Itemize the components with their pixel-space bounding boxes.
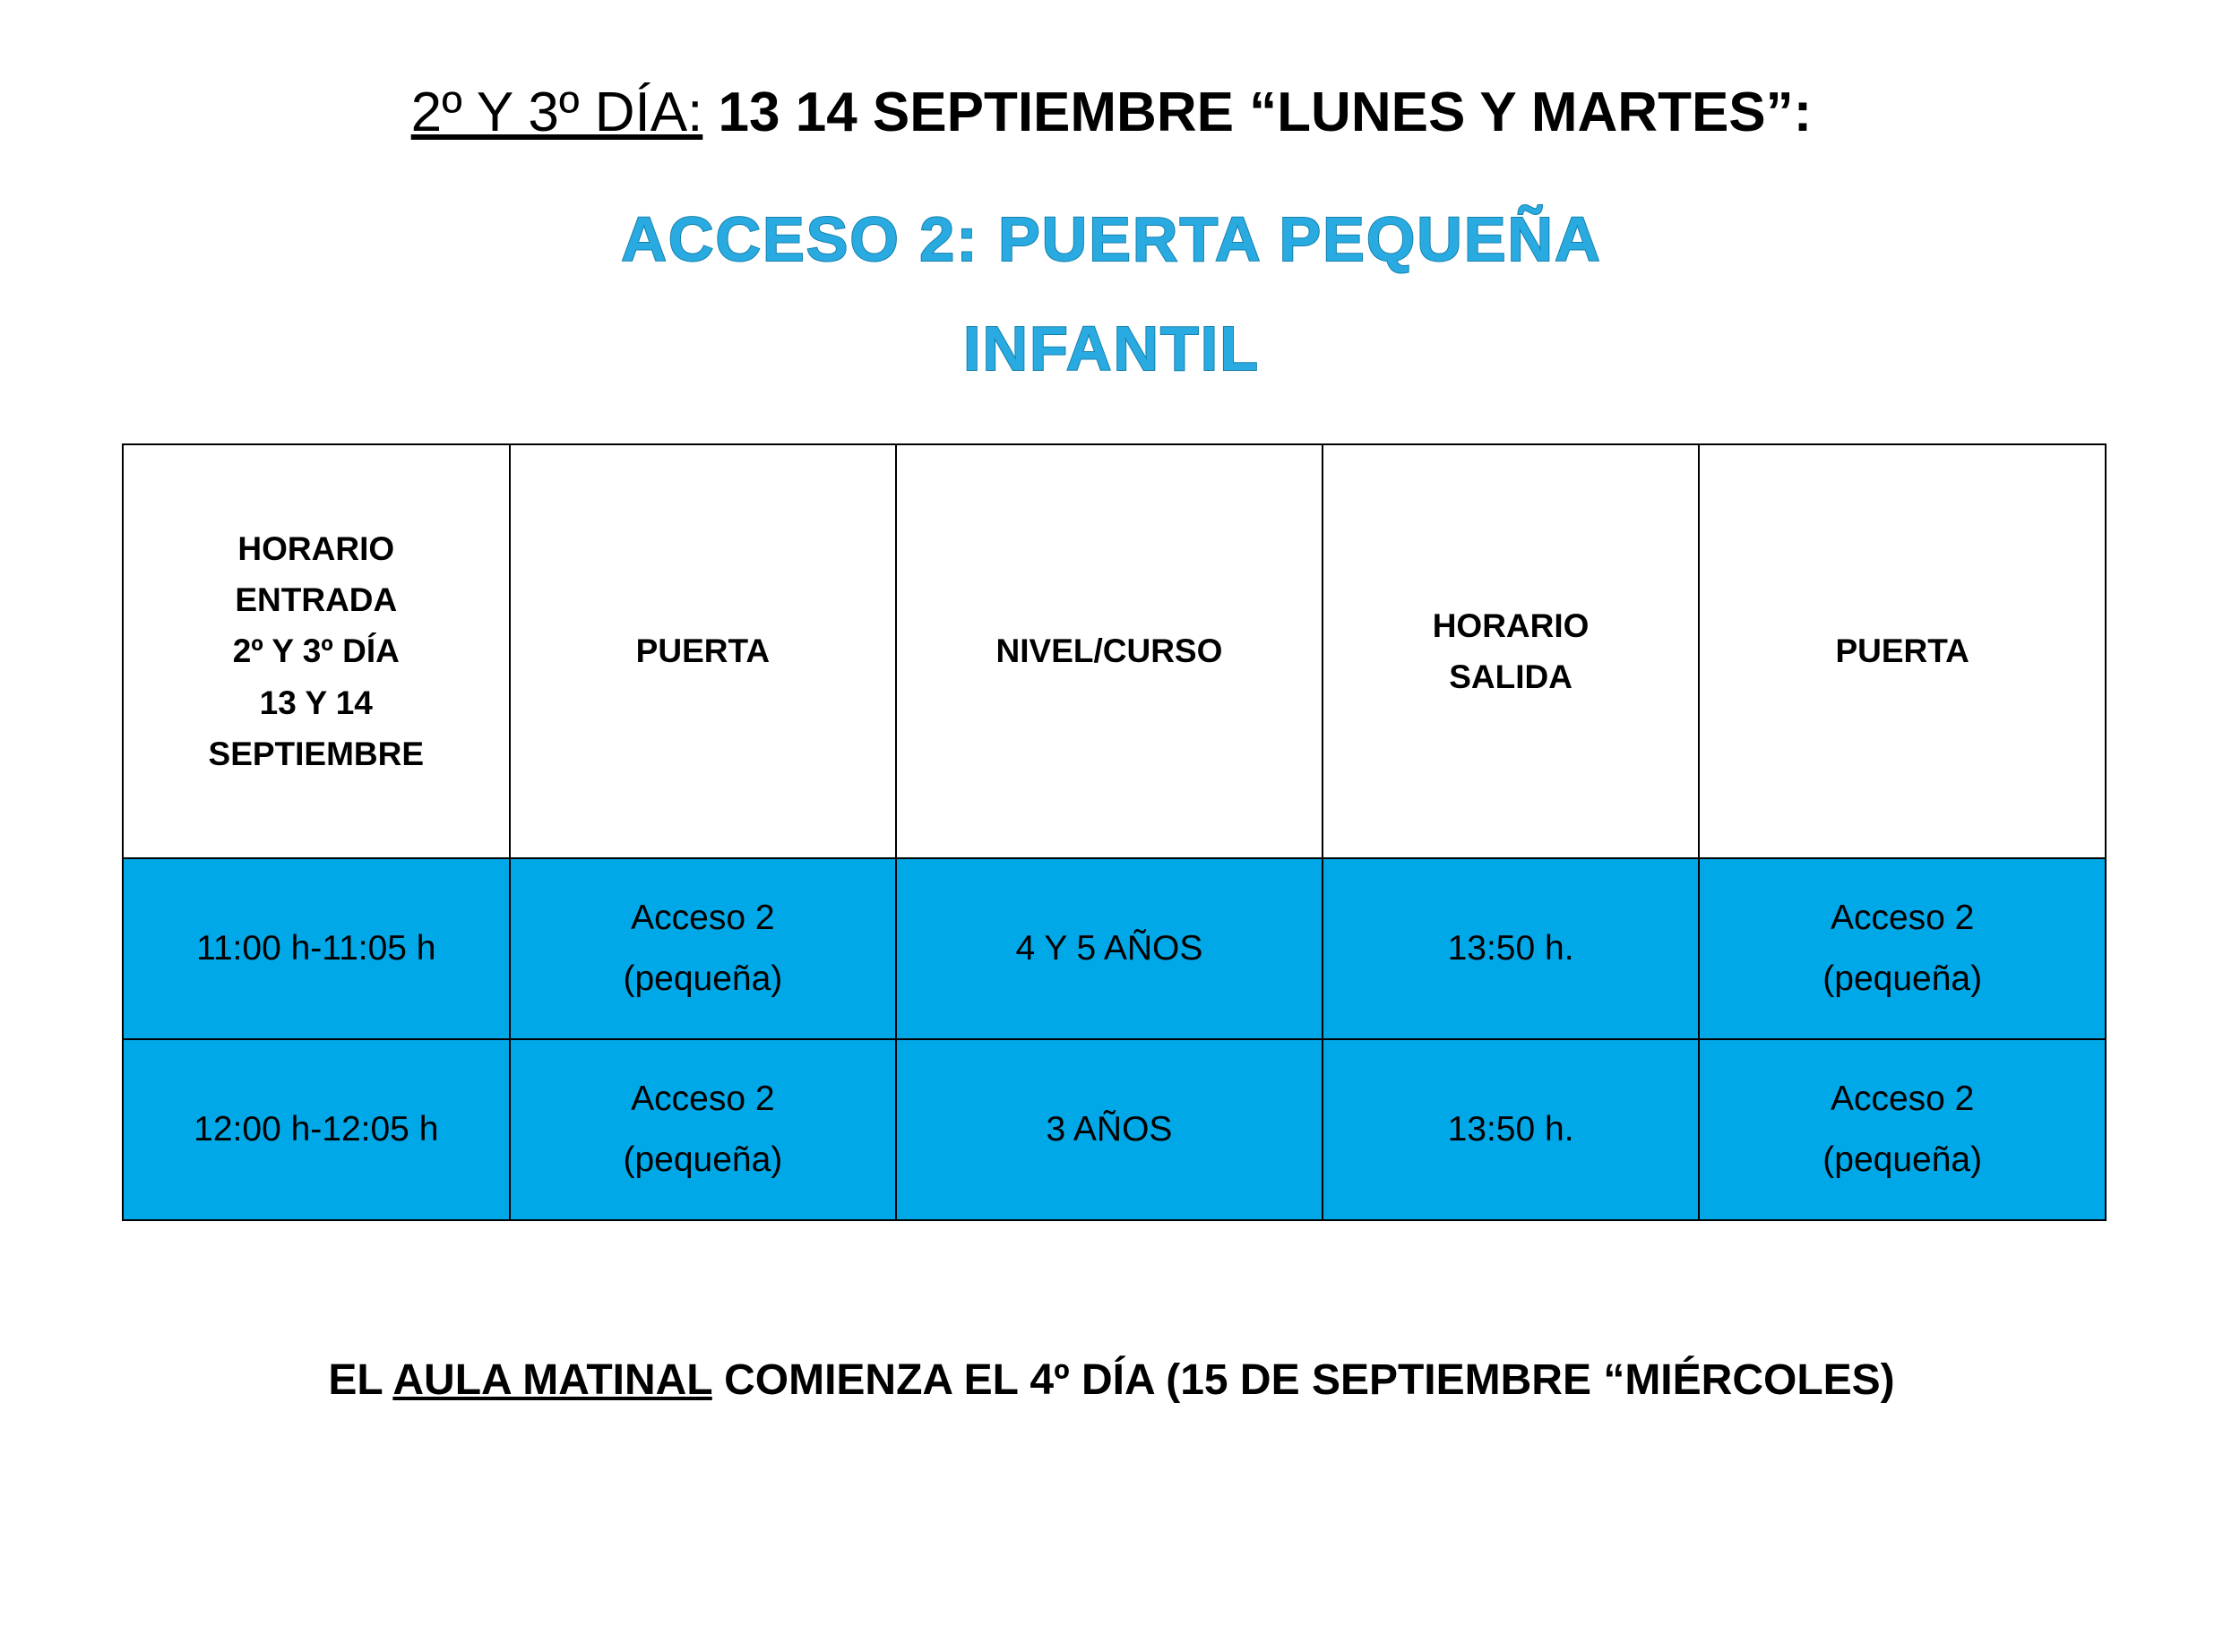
cell-nivel-curso: 4 Y 5 AÑOS xyxy=(896,858,1323,1039)
level-title: INFANTIL xyxy=(963,314,1260,383)
column-header-horario-entrada xyxy=(123,444,510,858)
column-header-puerta-salida xyxy=(1699,444,2106,858)
header-line: PUERTA xyxy=(635,632,771,670)
cell-puerta-entrada xyxy=(510,858,897,1039)
header-line: 2º Y 3º DÍA xyxy=(232,632,400,670)
column-header-horario-salida xyxy=(1323,444,1700,858)
header-line: NIVEL/CURSO xyxy=(995,632,1223,670)
footer-underlined: AULA MATINAL xyxy=(392,1356,712,1404)
header-line: ENTRADA xyxy=(235,581,398,618)
table-header-row xyxy=(123,444,2106,858)
header-line: SALIDA xyxy=(1449,658,1572,695)
cell-horario-entrada: 11:00 h-11:05 h xyxy=(123,858,510,1039)
cell-horario-entrada: 12:00 h-12:05 h xyxy=(123,1039,510,1220)
cell-line: (pequeña) xyxy=(623,1140,783,1179)
header-line: HORARIO xyxy=(1432,607,1590,644)
page-title xyxy=(0,81,2223,144)
header-line: 13 Y 14 xyxy=(259,684,373,721)
cell-line: Acceso 2 xyxy=(1830,1079,1975,1118)
cell-nivel-curso: 3 AÑOS xyxy=(896,1039,1323,1220)
access-title: ACCESO 2: PUERTA PEQUEÑA xyxy=(621,204,1602,274)
column-header-puerta-entrada xyxy=(510,444,897,858)
title-day-prefix: 2º Y 3º DÍA: xyxy=(410,82,703,143)
cell-puerta-salida xyxy=(1699,858,2106,1039)
footer-prefix: EL xyxy=(328,1356,393,1404)
footer-note xyxy=(0,1355,2223,1405)
cell-line: (pequeña) xyxy=(1822,959,1983,998)
cell-line: Acceso 2 xyxy=(631,1079,775,1118)
schedule-table xyxy=(122,443,2107,1221)
cell-line: (pequeña) xyxy=(1822,1140,1983,1179)
title-day-rest: 13 14 SEPTIEMBRE “LUNES Y MARTES”: xyxy=(702,82,1813,143)
header-line: PUERTA xyxy=(1835,632,1969,670)
table-row xyxy=(123,1039,2106,1220)
cell-line: (pequeña) xyxy=(623,959,783,998)
header-line: SEPTIEMBRE xyxy=(208,736,425,773)
footer-suffix: COMIENZA EL 4º DÍA (15 DE SEPTIEMBRE “MIÉRCOLES) xyxy=(711,1356,1895,1404)
cell-line: Acceso 2 xyxy=(1830,898,1975,937)
cell-horario-salida: 13:50 h. xyxy=(1323,858,1700,1039)
cell-line: Acceso 2 xyxy=(631,898,775,937)
document-page xyxy=(0,81,2223,1652)
cell-horario-salida: 13:50 h. xyxy=(1323,1039,1700,1220)
cell-puerta-entrada xyxy=(510,1039,897,1220)
column-header-nivel-curso xyxy=(896,444,1323,858)
cell-puerta-salida xyxy=(1699,1039,2106,1220)
schedule-table-wrapper xyxy=(0,443,2223,1221)
header-line: HORARIO xyxy=(237,529,395,567)
table-row xyxy=(123,858,2106,1039)
